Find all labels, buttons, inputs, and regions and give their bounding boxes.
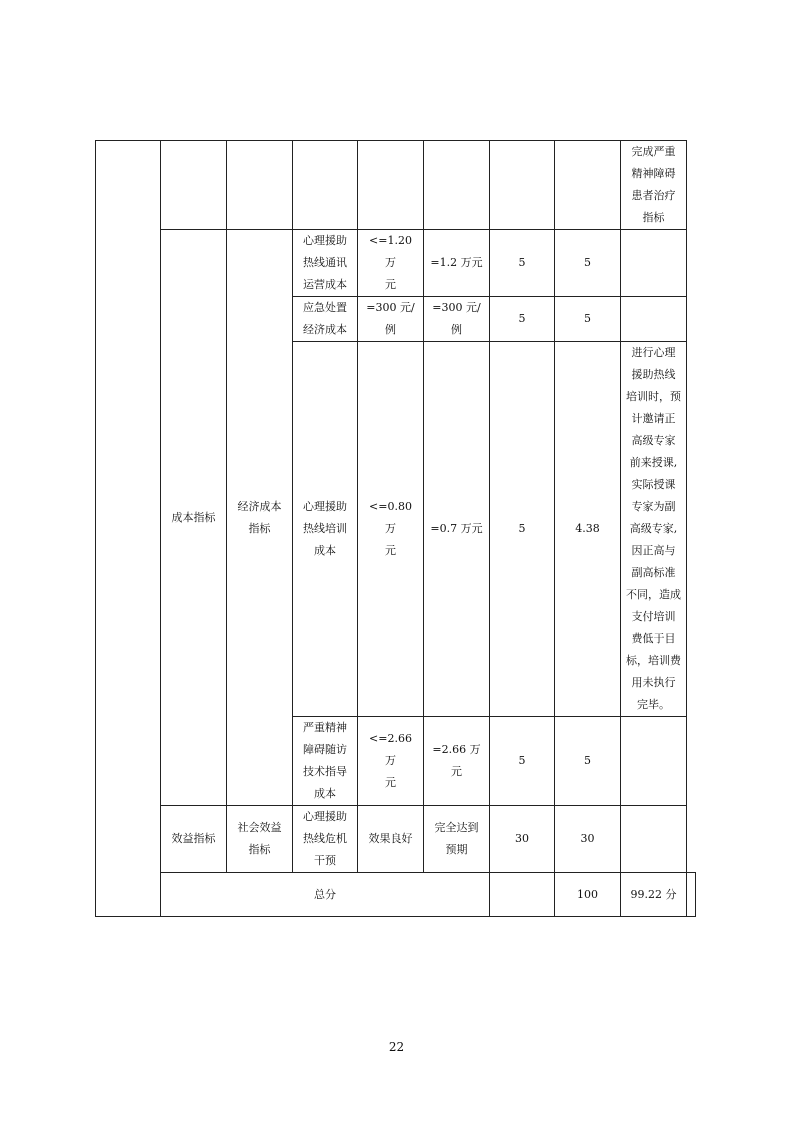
table-row xyxy=(96,141,696,230)
note-cell xyxy=(621,297,687,342)
target-cell: 效果良好 xyxy=(358,806,424,873)
target-cell: <=1.20 万 元 xyxy=(358,230,424,297)
indicator-cell: 严重精神 障碍随访 技术指导 成本 xyxy=(293,717,358,806)
total-row xyxy=(96,873,696,917)
indicator-cell: 心理援助 热线危机 干预 xyxy=(293,806,358,873)
score-cell: 30 xyxy=(555,806,621,873)
table-cell xyxy=(555,141,621,230)
performance-table xyxy=(95,140,696,917)
level2-cell: 经济成本 指标 xyxy=(227,230,293,806)
total-score: 99.22 分 xyxy=(621,873,687,917)
target-cell: <=0.80 万 元 xyxy=(358,342,424,717)
note-cell xyxy=(687,873,696,917)
table-cell xyxy=(424,141,490,230)
indicator-cell: 心理援助 热线通讯 运营成本 xyxy=(293,230,358,297)
total-weight: 100 xyxy=(555,873,621,917)
page-number: 22 xyxy=(388,1040,405,1054)
table-cell xyxy=(358,141,424,230)
total-blank-cell xyxy=(490,873,555,917)
note-cell xyxy=(621,230,687,297)
score-cell: 5 xyxy=(555,717,621,806)
target-cell: =300 元/例 xyxy=(358,297,424,342)
note-cell xyxy=(621,717,687,806)
score-cell: 4.38 xyxy=(555,342,621,717)
table-cell xyxy=(293,141,358,230)
table-cell xyxy=(227,141,293,230)
level1-cell: 效益指标 xyxy=(161,806,227,873)
actual-cell: =300 元/例 xyxy=(424,297,490,342)
weight-cell: 5 xyxy=(490,297,555,342)
actual-cell: =0.7 万元 xyxy=(424,342,490,717)
level0-merged-cell xyxy=(96,141,161,917)
table-row xyxy=(96,230,696,297)
actual-cell: =2.66 万元 xyxy=(424,717,490,806)
table-cell xyxy=(490,141,555,230)
note-cell xyxy=(621,806,687,873)
weight-cell: 5 xyxy=(490,342,555,717)
weight-cell: 5 xyxy=(490,717,555,806)
indicator-cell: 应急处置 经济成本 xyxy=(293,297,358,342)
level2-cell: 社会效益 指标 xyxy=(227,806,293,873)
level1-cell: 成本指标 xyxy=(161,230,227,806)
actual-cell: =1.2 万元 xyxy=(424,230,490,297)
target-cell: <=2.66 万 元 xyxy=(358,717,424,806)
actual-cell: 完全达到 预期 xyxy=(424,806,490,873)
indicator-cell: 心理援助 热线培训 成本 xyxy=(293,342,358,717)
note-cell: 进行心理 援助热线 培训时，预 计邀请正 高级专家 前来授课, 实际授课 专家为副 高级专家, 因正高与 副高标准 不同，造成 支付培训 费低于目 标，培训费 用未执行 完毕。 xyxy=(621,342,687,717)
score-cell: 5 xyxy=(555,230,621,297)
total-label: 总分 xyxy=(161,873,490,917)
note-cell: 完成严重 精神障碍 患者治疗 指标 xyxy=(621,141,687,230)
table-row xyxy=(96,806,696,873)
table-cell xyxy=(161,141,227,230)
weight-cell: 5 xyxy=(490,230,555,297)
score-cell: 5 xyxy=(555,297,621,342)
weight-cell: 30 xyxy=(490,806,555,873)
